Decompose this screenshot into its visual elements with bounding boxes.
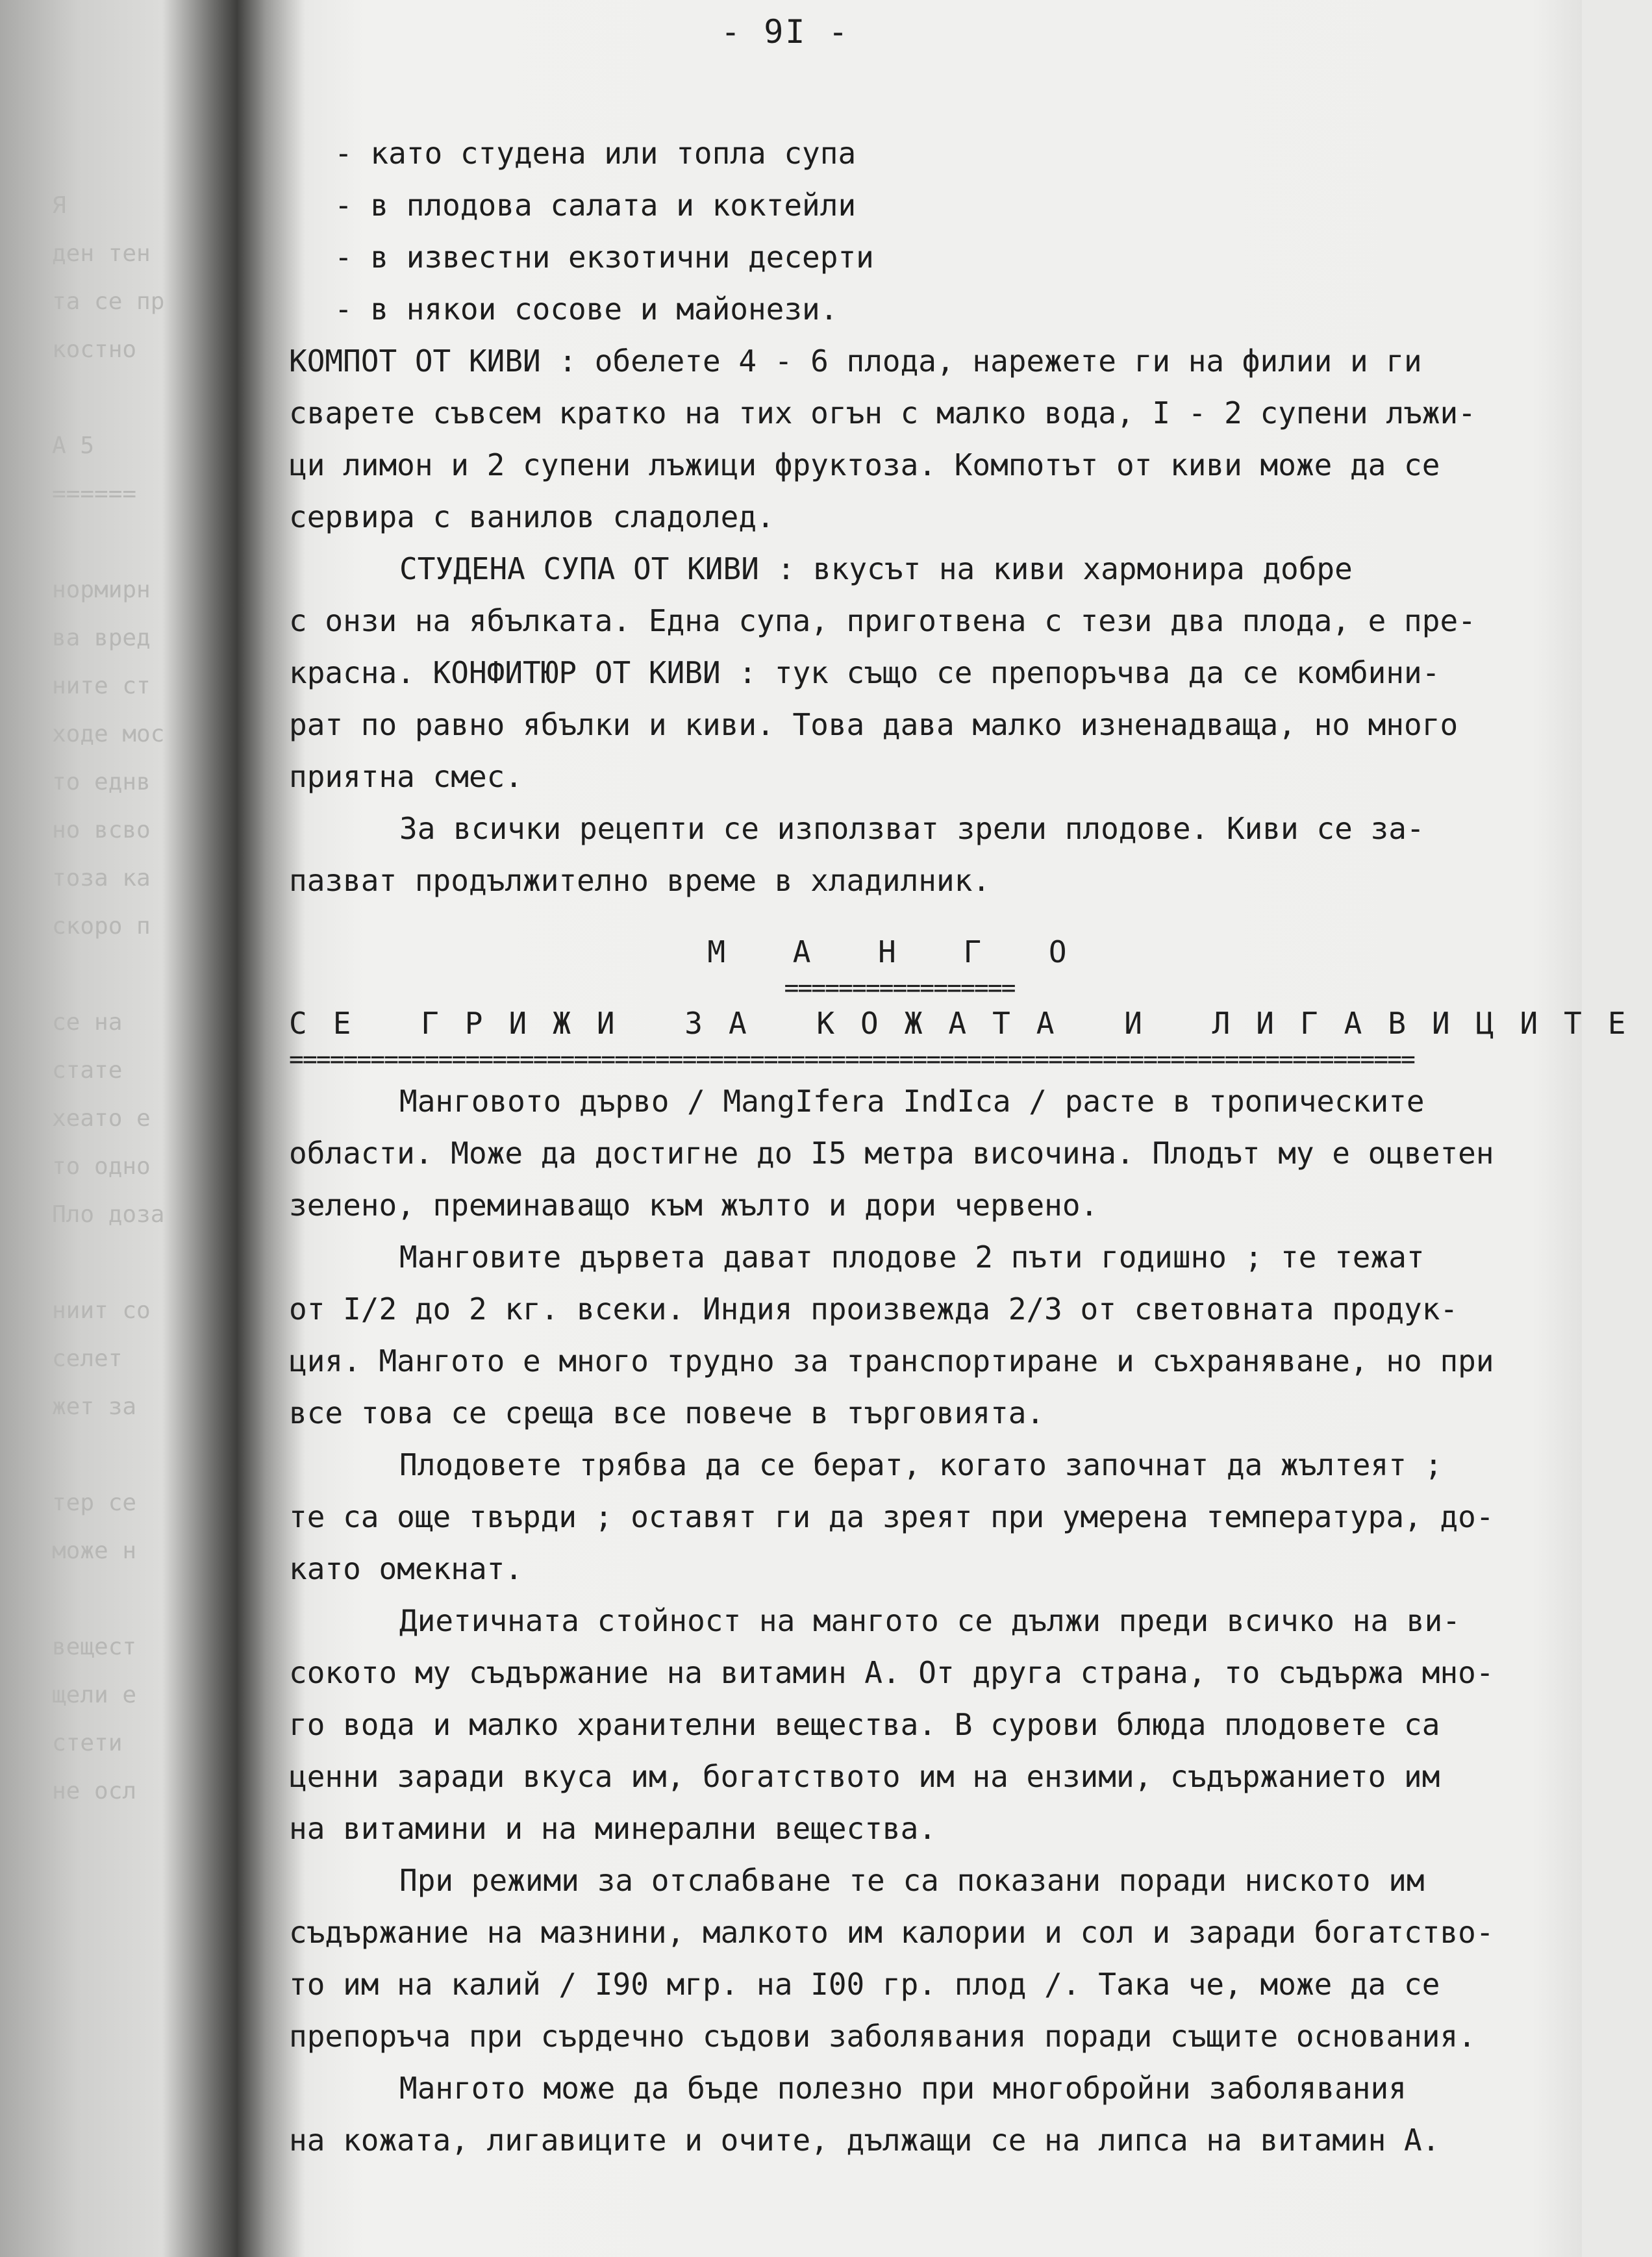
text-line: съдържание на мазнини, малкото им калории и сол и заради богатство- <box>289 1915 1494 1950</box>
ghost-line: ните ст <box>52 673 151 699</box>
ghost-line: щели е <box>52 1682 137 1708</box>
ghost-line: Пло доза <box>52 1201 165 1228</box>
ghost-line <box>52 1431 182 1479</box>
mango-section <box>289 1075 1510 2166</box>
ghost-line: ====== <box>52 480 137 507</box>
text-line: Манговото дърво / MangIfera IndIca / расте в тропическите <box>399 1084 1425 1119</box>
ghost-line: скоро п <box>52 913 151 940</box>
text-line: При режими за отслабване те са показани поради ниското им <box>399 1863 1425 1898</box>
text-line: приятна смес. <box>289 759 523 794</box>
text-line: ценни заради вкуса им, богатството им на ензими, съдържанието им <box>289 1759 1440 1794</box>
text-line: препоръча при сърдечно съдови заболявания поради същите основания. <box>289 2019 1476 2054</box>
text-line: сварете съвсем кратко на тих огън с малко вода, I - 2 супени лъжи- <box>289 395 1476 430</box>
text-line: ция. Мангото е много трудно за транспортиране и съхраняване, но при <box>289 1343 1494 1378</box>
text-line: Плодовете трябва да се берат, когато започнат да жълтеят ; <box>399 1447 1443 1482</box>
text-line: сервира с ванилов сладолед. <box>289 499 775 534</box>
section-title-underline: ================= <box>784 973 1015 1002</box>
ghost-line: тер се <box>52 1490 137 1516</box>
text-line: Диетичната стойност на мангото се дължи преди всичко на ви- <box>399 1603 1460 1638</box>
text-line: го вода и малко хранителни вещества. В сурови блюда плодовете са <box>289 1707 1440 1742</box>
text-line: то им на калий / I90 мгр. на I00 гр. плод /. Така че, може да се <box>289 1967 1440 2002</box>
text-line: ци лимон и 2 супени лъжици фруктоза. Компотът от киви може да се <box>289 447 1440 482</box>
section-subtitle: СЕ ГРИЖИ ЗА КОЖАТА И ЛИГАВИЦИТЕ <box>289 1006 1652 1041</box>
text-line: на витамини и на минерални вещества. <box>289 1811 936 1846</box>
ghost-line: тоза ка <box>52 865 151 892</box>
ghost-line: Я <box>52 192 66 219</box>
text-line: - като студена или топла супа <box>334 136 857 171</box>
ghost-line: вещест <box>52 1634 137 1660</box>
text-line: зелено, преминаващо към жълто и дори червено. <box>289 1188 1099 1223</box>
text-line: пазват продължително време в хладилник. <box>289 863 991 898</box>
ghost-line: то одно <box>52 1153 151 1180</box>
ghost-line: нормирн <box>52 577 151 603</box>
text-line: СТУДЕНА СУПА ОТ КИВИ : вкусът на киви хармонира добре <box>399 551 1353 586</box>
ghost-line: ниит со <box>52 1297 151 1324</box>
section-title: М А Н Г О <box>707 934 1092 969</box>
text-line: - в плодова салата и коктейли <box>334 188 857 223</box>
ghost-line: се на <box>52 1009 123 1036</box>
ghost-line <box>52 951 182 999</box>
text-line: КОМПОТ ОТ КИВИ : обелете 4 - 6 плода, нарежете ги на филии и ги <box>289 343 1422 379</box>
text-line: - в известни екзотични десерти <box>334 240 874 275</box>
ghost-line: ден тен <box>52 240 151 267</box>
ghost-line: не осл <box>52 1778 137 1804</box>
text-line: области. Може да достигне до I5 метра височина. Плодът му е оцветен <box>289 1136 1494 1171</box>
ghost-line: но всво <box>52 817 151 843</box>
ghost-line <box>52 518 182 566</box>
text-line: - в някои сосове и майонези. <box>334 292 838 327</box>
ghost-line: може н <box>52 1538 137 1564</box>
ghost-line: жет за <box>52 1393 137 1420</box>
ghost-line: ва вред <box>52 625 151 651</box>
ghost-line <box>52 1575 182 1623</box>
text-line: с онзи на ябълката. Една супа, приготвена с тези два плода, е пре- <box>289 603 1476 638</box>
text-line: За всички рецепти се използват зрели плодове. Киви се за- <box>399 811 1425 846</box>
ghost-line: костно <box>52 336 137 363</box>
page-number: - 9I - <box>721 13 850 51</box>
text-line: все това се среща все повече в търговията. <box>289 1395 1045 1430</box>
bleed-through-margin-text <box>52 182 182 1815</box>
page-body <box>289 127 1652 2166</box>
ghost-line: стети <box>52 1730 123 1756</box>
ghost-line: то еднв <box>52 769 151 795</box>
ghost-line: ходе мос <box>52 721 165 747</box>
ghost-line: А 5 <box>52 432 95 459</box>
recipe-section <box>289 127 1510 906</box>
text-line: от I/2 до 2 кг. всеки. Индия произвежда 2/3 от световната продук- <box>289 1291 1458 1327</box>
section-subtitle-underline: =================================================================================== <box>289 1045 1414 1073</box>
ghost-line: селет <box>52 1345 123 1372</box>
text-line: Манговите дървета дават плодове 2 пъти годишно ; те тежат <box>399 1240 1425 1275</box>
ghost-line: хеато е <box>52 1105 151 1132</box>
text-line: рат по равно ябълки и киви. Това дава малко изненадваща, но много <box>289 707 1458 742</box>
text-line: сокото му съдържание на витамин А. От друга страна, то съдържа мно- <box>289 1655 1494 1690</box>
text-line: красна. КОНФИТЮР ОТ КИВИ : тук също се препоръчва да се комбини- <box>289 655 1440 690</box>
ghost-line <box>52 374 182 422</box>
ghost-line: та се пр <box>52 288 165 315</box>
text-line: те са още твърди ; оставят ги да зреят при умерена температура, до- <box>289 1499 1494 1534</box>
ghost-line <box>52 1239 182 1287</box>
text-line: Мангото може да бъде полезно при многобройни заболявания <box>399 2071 1407 2106</box>
text-line: на кожата, лигавиците и очите, дължащи се на липса на витамин А. <box>289 2123 1440 2158</box>
ghost-line: стате <box>52 1057 123 1084</box>
text-line: като омекнат. <box>289 1551 523 1586</box>
